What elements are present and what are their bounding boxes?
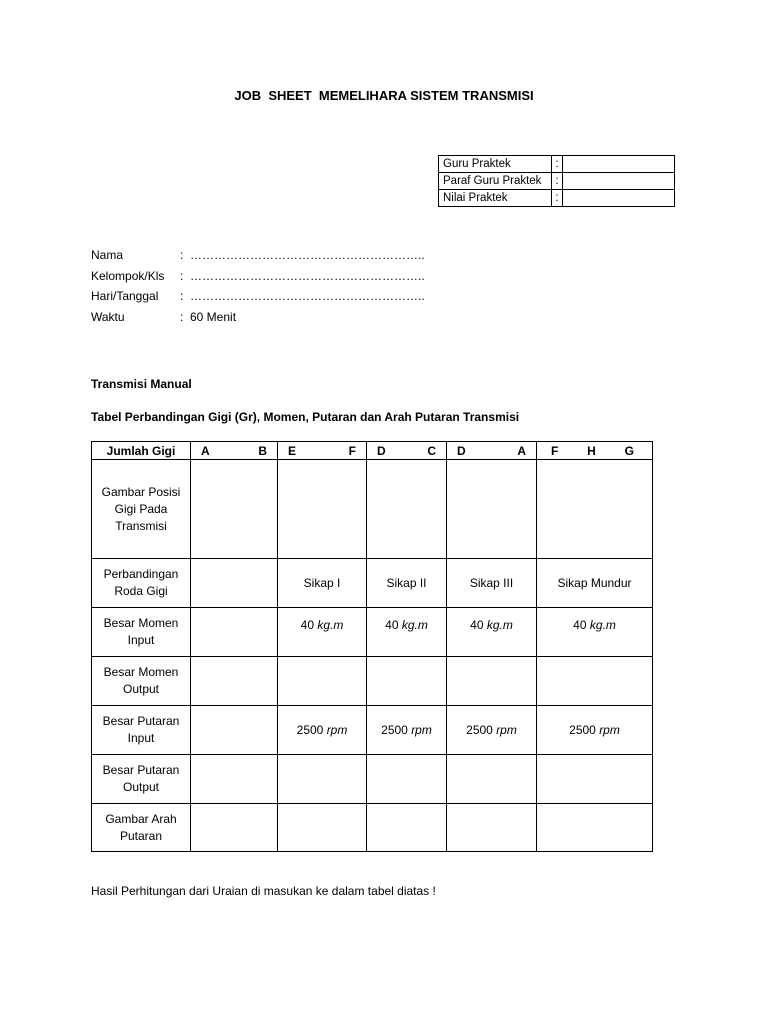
nilai-value[interactable]	[563, 190, 675, 207]
table-cell[interactable]	[278, 804, 367, 852]
gear-ratio-table	[91, 441, 653, 852]
putaran-cell	[367, 706, 447, 755]
table-cell[interactable]	[191, 755, 278, 804]
identity-label: Kelompok/Kls	[91, 268, 165, 283]
footer-instruction: Hasil Perhitungan dari Uraian di masukan ke dalam tabel diatas !	[91, 884, 436, 898]
table-row	[92, 559, 653, 608]
momen-unit: kg.m	[589, 618, 616, 632]
nilai-label: Nilai Praktek	[439, 190, 552, 207]
identity-value[interactable]: …………………………………………………..	[190, 268, 425, 283]
momen-unit: kg.m	[486, 618, 513, 632]
table-cell[interactable]	[537, 755, 653, 804]
table-cell[interactable]	[367, 460, 447, 559]
momen-value: 40	[470, 618, 484, 632]
table-heading: Tabel Perbandingan Gigi (Gr), Momen, Putaran dan Arah Putaran Transmisi	[91, 410, 520, 424]
header-col-4	[447, 442, 537, 460]
header-letter: A	[517, 443, 526, 458]
sikap-cell: Sikap III	[447, 559, 537, 608]
putaran-value: 2500	[466, 723, 493, 737]
header-col-1	[191, 442, 278, 460]
momen-value: 40	[573, 618, 587, 632]
table-cell[interactable]	[191, 460, 278, 559]
table-cell[interactable]	[191, 706, 278, 755]
identity-value[interactable]: …………………………………………………..	[190, 248, 425, 262]
putaran-unit: rpm	[326, 723, 348, 737]
table-row	[92, 608, 653, 657]
putaran-unit: rpm	[411, 723, 432, 737]
table-cell[interactable]	[537, 657, 653, 706]
row-label: Gambar Arah Putaran	[92, 804, 191, 852]
table-cell[interactable]	[447, 657, 537, 706]
row-label: Perbandingan Roda Gigi	[92, 559, 191, 608]
putaran-unit: rpm	[599, 723, 620, 737]
row-label: Besar Putaran Input	[92, 706, 191, 755]
guru-row	[439, 156, 675, 173]
identity-sep: :	[180, 289, 184, 303]
header-letter: D	[377, 443, 386, 458]
identity-row-tanggal	[91, 286, 425, 307]
paraf-label: Paraf Guru Praktek	[439, 173, 552, 190]
identity-value[interactable]: …………………………………………………..	[190, 289, 425, 303]
table-cell[interactable]	[278, 460, 367, 559]
sikap-cell: Sikap II	[367, 559, 447, 608]
putaran-cell	[447, 706, 537, 755]
momen-value: 40	[300, 618, 314, 632]
section-heading: Transmisi Manual	[91, 377, 192, 391]
header-letter: B	[258, 443, 267, 458]
header-letter: G	[624, 443, 634, 458]
table-cell[interactable]	[367, 755, 447, 804]
header-letter: C	[427, 443, 436, 458]
table-cell[interactable]	[191, 559, 278, 608]
identity-value: 60 Menit	[190, 309, 237, 324]
header-letter: F	[551, 443, 559, 458]
table-cell[interactable]	[537, 460, 653, 559]
header-letter: A	[201, 443, 210, 458]
table-row	[92, 804, 653, 852]
identity-sep: :	[180, 268, 184, 283]
table-cell[interactable]	[367, 657, 447, 706]
header-letter: F	[348, 443, 356, 458]
nilai-row	[439, 190, 675, 207]
identity-sep: :	[180, 248, 184, 262]
table-cell[interactable]	[191, 657, 278, 706]
sikap-cell: Sikap I	[278, 559, 367, 608]
row-label: Gambar Posisi Gigi Pada Transmisi	[92, 460, 191, 559]
momen-cell	[367, 608, 447, 657]
identity-label: Waktu	[91, 309, 125, 324]
putaran-unit: rpm	[496, 723, 517, 737]
table-row	[92, 755, 653, 804]
header-jumlah-gigi: Jumlah Gigi	[92, 442, 191, 460]
header-col-2	[278, 442, 367, 460]
guru-table	[438, 155, 675, 207]
momen-cell	[537, 608, 653, 657]
row-label: Besar Momen Input	[92, 608, 191, 657]
identity-label: Nama	[91, 248, 124, 262]
paraf-row	[439, 173, 675, 190]
identity-sep: :	[180, 309, 184, 324]
putaran-value: 2500	[381, 723, 408, 737]
sikap-cell: Sikap Mundur	[537, 559, 653, 608]
paraf-sep: :	[552, 173, 563, 190]
momen-value: 40	[385, 618, 399, 632]
momen-cell	[447, 608, 537, 657]
momen-cell	[278, 608, 367, 657]
table-header-row	[92, 442, 653, 460]
putaran-cell	[278, 706, 367, 755]
table-cell[interactable]	[537, 804, 653, 852]
header-col-5	[537, 442, 653, 460]
momen-unit: kg.m	[401, 618, 428, 632]
header-letter: E	[288, 443, 297, 458]
header-letter: D	[457, 443, 466, 458]
table-cell[interactable]	[447, 804, 537, 852]
table-cell[interactable]	[278, 755, 367, 804]
identity-label: Hari/Tanggal	[91, 289, 159, 303]
table-row	[92, 460, 653, 559]
identity-block	[91, 245, 425, 327]
paraf-value[interactable]	[563, 173, 675, 190]
momen-unit: kg.m	[317, 618, 344, 632]
guru-value[interactable]	[563, 156, 675, 173]
header-letter: H	[587, 443, 596, 458]
table-cell[interactable]	[191, 804, 278, 852]
putaran-cell	[537, 706, 653, 755]
table-cell[interactable]	[367, 804, 447, 852]
table-cell[interactable]	[447, 755, 537, 804]
identity-row-nama	[91, 245, 425, 266]
table-row	[92, 657, 653, 706]
guru-label: Guru Praktek	[439, 156, 552, 173]
table-cell[interactable]	[447, 460, 537, 559]
header-col-3	[367, 442, 447, 460]
putaran-value: 2500	[569, 723, 596, 737]
guru-sep: :	[552, 156, 563, 173]
table-cell[interactable]	[191, 608, 278, 657]
identity-row-kelompok	[91, 266, 425, 287]
row-label: Besar Putaran Output	[92, 755, 191, 804]
nilai-sep: :	[552, 190, 563, 207]
row-label: Besar Momen Output	[92, 657, 191, 706]
table-cell[interactable]	[278, 657, 367, 706]
table-row	[92, 706, 653, 755]
page-title: JOB SHEET MEMELIHARA SISTEM TRANSMISI	[234, 88, 534, 103]
putaran-value: 2500	[296, 723, 324, 737]
identity-row-waktu	[91, 307, 425, 328]
